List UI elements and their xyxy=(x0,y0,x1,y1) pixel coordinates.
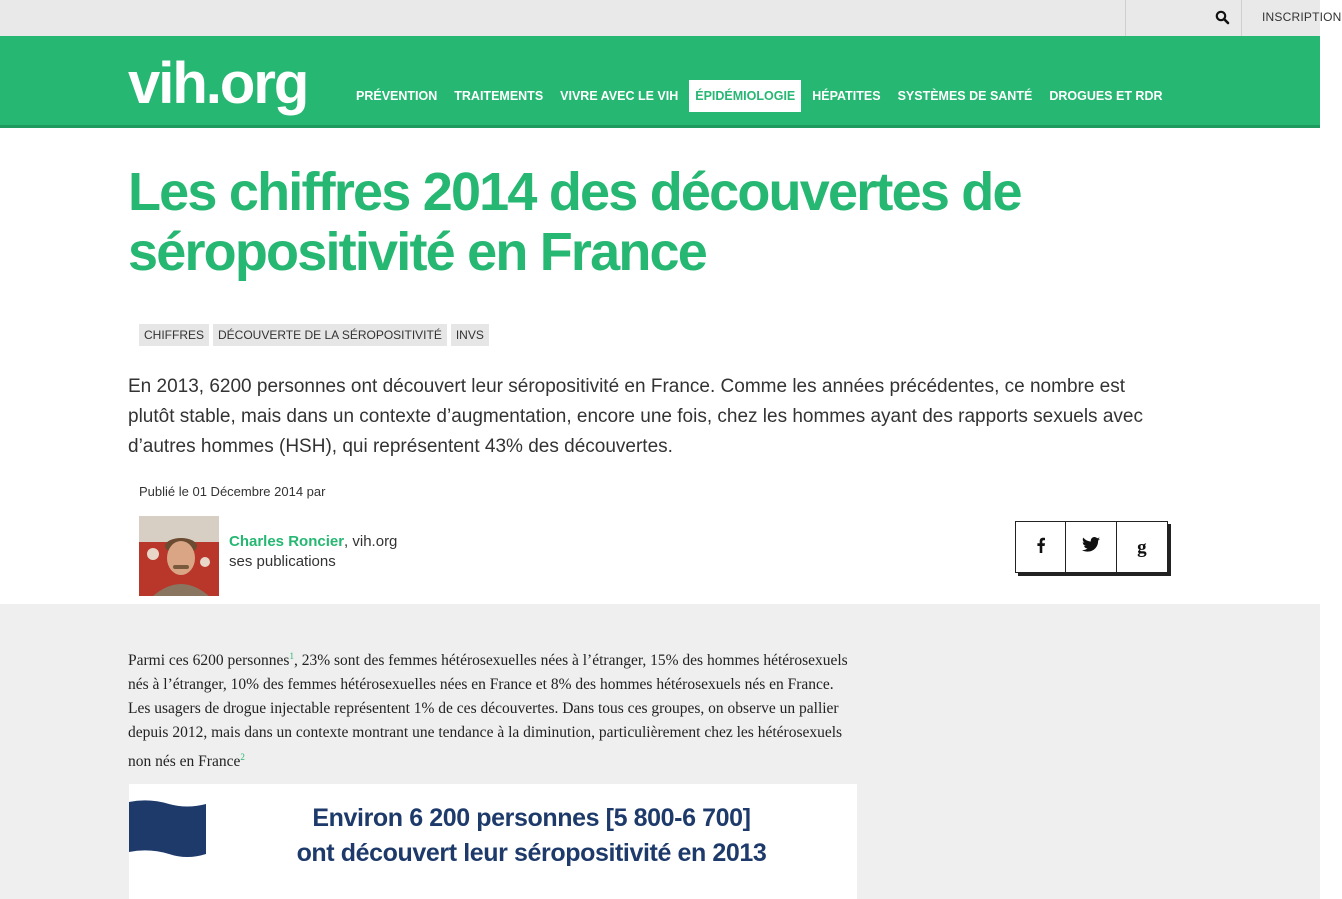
nav-item-hepatites[interactable]: HÉPATITES xyxy=(812,89,881,103)
nav-item-vivre-avec-le-vih[interactable]: VIVRE AVEC LE VIH xyxy=(560,89,679,103)
facebook-share-button[interactable] xyxy=(1016,522,1066,572)
body-text: , 23% sont des femmes hétérosexuelles nées à l’étranger, 15% des hommes hétérosexuels nés à l’étranger, 10% des femmes hétérosexuelles nées en France et 8% des hommes hétérosexuels nés en France. Les usagers de drogue injectable représentent 1% de ces découvertes. Dans tous ces groupes, on observe un pallier depuis 2012, mais dans un contexte montrant une tendance à la diminution, particulièrement chez les hétérosexuels non nés en France xyxy=(128,652,848,771)
author-info xyxy=(229,532,397,572)
google-share-button[interactable] xyxy=(1117,522,1167,572)
divider xyxy=(1125,0,1126,36)
article-figure xyxy=(129,784,857,899)
avatar[interactable] xyxy=(139,516,219,596)
share-buttons xyxy=(1015,521,1168,573)
body-text: Parmi ces 6200 personnes xyxy=(128,652,290,670)
footnote-link-1[interactable]: 1 xyxy=(289,651,294,661)
tag-chiffres[interactable]: CHIFFRES xyxy=(139,324,209,346)
divider xyxy=(1241,0,1242,36)
facebook-icon xyxy=(1036,537,1046,558)
tag-invs[interactable]: INVS xyxy=(451,324,489,346)
figure-line-2: ont découvert leur séropositivité en 2013 xyxy=(296,839,767,867)
twitter-share-button[interactable] xyxy=(1066,522,1116,572)
footnote-link-2[interactable]: 2 xyxy=(240,752,245,763)
nav-item-drogues-et-rdr[interactable]: DROGUES ET RDR xyxy=(1049,89,1163,103)
author-name-link[interactable]: Charles Roncier xyxy=(229,533,345,550)
twitter-icon xyxy=(1082,537,1100,557)
article-lead: En 2013, 6200 personnes ont découvert leur séropositivité en France. Comme les années précédentes, ce nombre est plutôt stable, mais dans un contexte d’augmentation, encore une fois, chez les hommes ayant des rapports sexuels avec d’autres hommes (HSH), qui représentent 43% des découvertes. xyxy=(128,376,1143,457)
inscription-link[interactable]: INSCRIPTION xyxy=(1262,10,1342,24)
search-icon[interactable] xyxy=(1214,9,1232,27)
published-date: Publié le 01 Décembre 2014 par xyxy=(139,484,326,499)
nav-item-systemes-de-sante[interactable]: SYSTÈMES DE SANTÉ xyxy=(897,89,1033,103)
author-org: , vih.org xyxy=(344,533,398,550)
nav-item-traitements[interactable]: TRAITEMENTS xyxy=(454,89,544,103)
figure-line-1: Environ 6 200 personnes [5 800-6 700] xyxy=(312,804,751,832)
main-menu xyxy=(350,80,1174,112)
page-title: Les chiffres 2014 des découvertes de séropositivité en France xyxy=(128,162,1021,282)
site-logo[interactable]: vih.org xyxy=(128,51,308,116)
tag-list xyxy=(139,324,489,346)
top-utility-bar xyxy=(0,0,1342,36)
google-icon: g xyxy=(1137,536,1147,558)
author-publications-link[interactable]: ses publications xyxy=(229,553,336,570)
article-body-paragraph xyxy=(128,644,858,774)
tag-decouverte[interactable]: DÉCOUVERTE DE LA SÉROPOSITIVITÉ xyxy=(213,324,447,346)
nav-item-epidemiologie[interactable]: ÉPIDÉMIOLOGIE xyxy=(689,80,801,112)
main-nav-bar xyxy=(0,36,1320,128)
nav-item-prevention[interactable]: PRÉVENTION xyxy=(356,89,438,103)
